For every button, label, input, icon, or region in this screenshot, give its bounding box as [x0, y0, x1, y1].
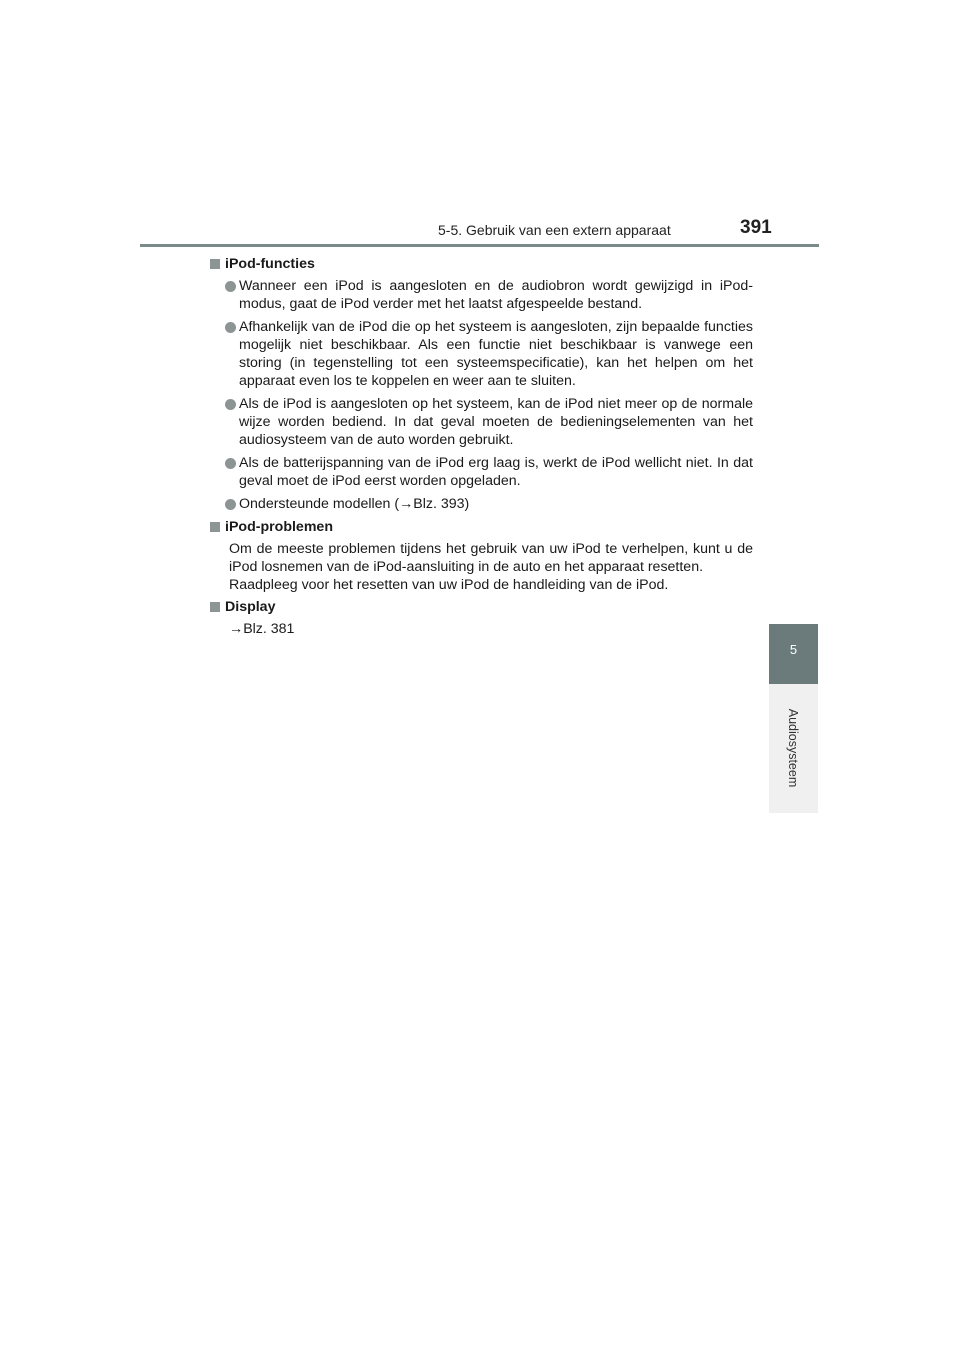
- circle-bullet-icon: [225, 499, 236, 510]
- square-bullet-icon: [210, 602, 220, 612]
- list-item-text: Als de iPod is aangesloten op het systeem, kan de iPod niet meer op de normale wijze worden bediend. In dat geval moeten de bedieningselementen van het audiosysteem van de auto worden gebruikt.: [239, 396, 753, 448]
- section-heading-text: iPod-functies: [225, 256, 315, 272]
- chapter-title: Audiosysteem: [786, 708, 800, 788]
- paragraph: Om de meeste problemen tijdens het gebruik van uw iPod te verhelpen, kunt u de iPod losnemen van de iPod-aansluiting in de auto en het apparaat resetten.: [229, 541, 753, 575]
- list-item-text: Wanneer een iPod is aangesloten en de audiobron wordt gewijzigd in iPod-modus, gaat de iPod verder met het laatst afgespeelde bestand.: [239, 278, 753, 312]
- list-item: [209, 495, 753, 513]
- page-content: [209, 255, 753, 642]
- section-heading: [209, 518, 753, 536]
- list-item: [209, 395, 753, 449]
- section-heading-text: iPod-problemen: [225, 519, 333, 535]
- section-heading: [209, 255, 753, 273]
- section-ipod-problemen: [209, 518, 753, 594]
- circle-bullet-icon: [225, 458, 236, 469]
- page-number: 391: [740, 217, 772, 238]
- paragraph: Raadpleeg voor het resetten van uw iPod de handleiding van de iPod.: [229, 577, 669, 593]
- section-ipod-functies: [209, 255, 753, 513]
- section-heading-text: Display: [225, 599, 276, 615]
- square-bullet-icon: [210, 522, 220, 532]
- section-body: [209, 540, 753, 594]
- circle-bullet-icon: [225, 399, 236, 410]
- section-display: [209, 598, 753, 638]
- list-item: [209, 318, 753, 390]
- page-reference-link[interactable]: →Blz. 381: [229, 621, 295, 637]
- running-header-section: 5-5. Gebruik van een extern apparaat: [438, 222, 671, 238]
- list-item-text: Afhankelijk van de iPod die op het systeem is aangesloten, zijn bepaalde functies mogelijk niet beschikbaar. Als een functie niet beschikbaar is vanwege een storing (in tegenstelling tot een systeemspecificatie), kan het helpen om het apparaat even los te koppelen en weer aan te sluiten.: [239, 319, 753, 389]
- list-item: [209, 277, 753, 313]
- list-item-text: Als de batterijspanning van de iPod erg laag is, werkt de iPod wellicht niet. In dat geval moet de iPod eerst worden opgeladen.: [239, 455, 753, 489]
- page-reference-link[interactable]: Ondersteunde modellen (→Blz. 393): [239, 496, 470, 512]
- square-bullet-icon: [210, 259, 220, 269]
- section-body: [209, 620, 753, 638]
- header-divider: [140, 244, 819, 247]
- circle-bullet-icon: [225, 322, 236, 333]
- circle-bullet-icon: [225, 281, 236, 292]
- section-heading: [209, 598, 753, 616]
- chapter-number: 5: [789, 642, 798, 657]
- list-item: [209, 454, 753, 490]
